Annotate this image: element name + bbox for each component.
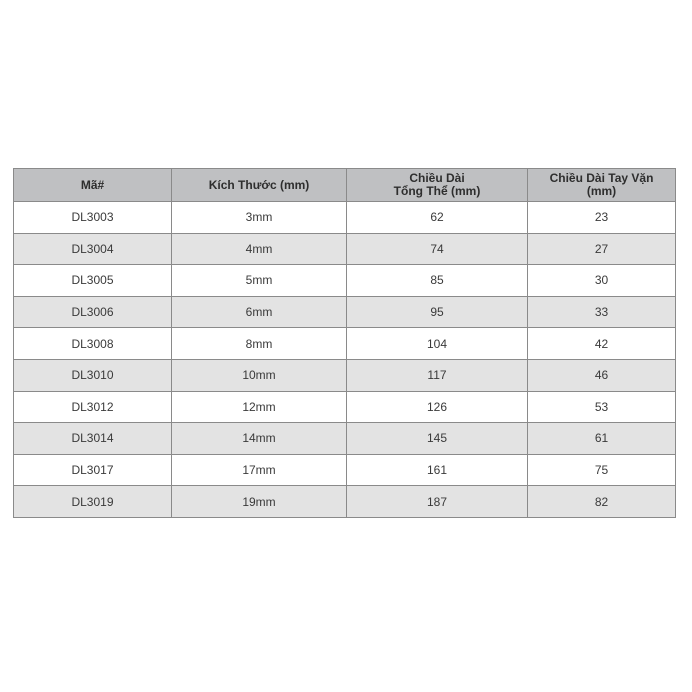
table-body (14, 202, 676, 518)
cell-size: 6mm (172, 296, 347, 328)
cell-overall-length: 161 (347, 454, 528, 486)
table-row (14, 233, 676, 265)
spec-table-container (13, 168, 675, 518)
cell-size: 19mm (172, 486, 347, 518)
table-row (14, 454, 676, 486)
cell-size: 3mm (172, 202, 347, 234)
spec-table (13, 168, 676, 518)
cell-handle-length: 30 (528, 265, 676, 297)
cell-size: 10mm (172, 359, 347, 391)
cell-size: 4mm (172, 233, 347, 265)
header-size-label: Kích Thước (mm) (208, 177, 310, 192)
cell-overall-length: 145 (347, 423, 528, 455)
cell-overall-length: 187 (347, 486, 528, 518)
header-code (14, 169, 172, 202)
header-size (172, 169, 347, 202)
cell-overall-length: 126 (347, 391, 528, 423)
cell-handle-length: 75 (528, 454, 676, 486)
cell-code: DL3010 (14, 359, 172, 391)
header-handle-length (528, 169, 676, 202)
cell-overall-length: 104 (347, 328, 528, 360)
cell-code: DL3012 (14, 391, 172, 423)
cell-code: DL3017 (14, 454, 172, 486)
header-overall-length-line2: Tổng Thể (mm) (393, 184, 481, 198)
cell-code: DL3004 (14, 233, 172, 265)
header-handle-length-line2: (mm) (586, 184, 617, 198)
cell-handle-length: 42 (528, 328, 676, 360)
cell-size: 17mm (172, 454, 347, 486)
cell-overall-length: 74 (347, 233, 528, 265)
cell-size: 8mm (172, 328, 347, 360)
cell-handle-length: 53 (528, 391, 676, 423)
table-header (14, 169, 676, 202)
cell-overall-length: 62 (347, 202, 528, 234)
cell-handle-length: 33 (528, 296, 676, 328)
cell-overall-length: 117 (347, 359, 528, 391)
cell-size: 12mm (172, 391, 347, 423)
cell-code: DL3003 (14, 202, 172, 234)
table-row (14, 486, 676, 518)
cell-code: DL3019 (14, 486, 172, 518)
table-row (14, 296, 676, 328)
cell-handle-length: 82 (528, 486, 676, 518)
table-row (14, 359, 676, 391)
header-row (14, 169, 676, 202)
header-overall-length-line1: Chiều Dài (409, 171, 465, 185)
cell-handle-length: 23 (528, 202, 676, 234)
header-code-label: Mã# (80, 177, 105, 192)
cell-code: DL3006 (14, 296, 172, 328)
table-row (14, 202, 676, 234)
header-handle-length-line1: Chiều Dài Tay Vặn (549, 171, 654, 185)
cell-code: DL3008 (14, 328, 172, 360)
table-row (14, 423, 676, 455)
cell-handle-length: 61 (528, 423, 676, 455)
table-row (14, 328, 676, 360)
header-overall-length (347, 169, 528, 202)
table-row (14, 391, 676, 423)
cell-handle-length: 27 (528, 233, 676, 265)
cell-size: 14mm (172, 423, 347, 455)
cell-handle-length: 46 (528, 359, 676, 391)
cell-overall-length: 95 (347, 296, 528, 328)
cell-size: 5mm (172, 265, 347, 297)
cell-code: DL3014 (14, 423, 172, 455)
cell-overall-length: 85 (347, 265, 528, 297)
cell-code: DL3005 (14, 265, 172, 297)
table-row (14, 265, 676, 297)
